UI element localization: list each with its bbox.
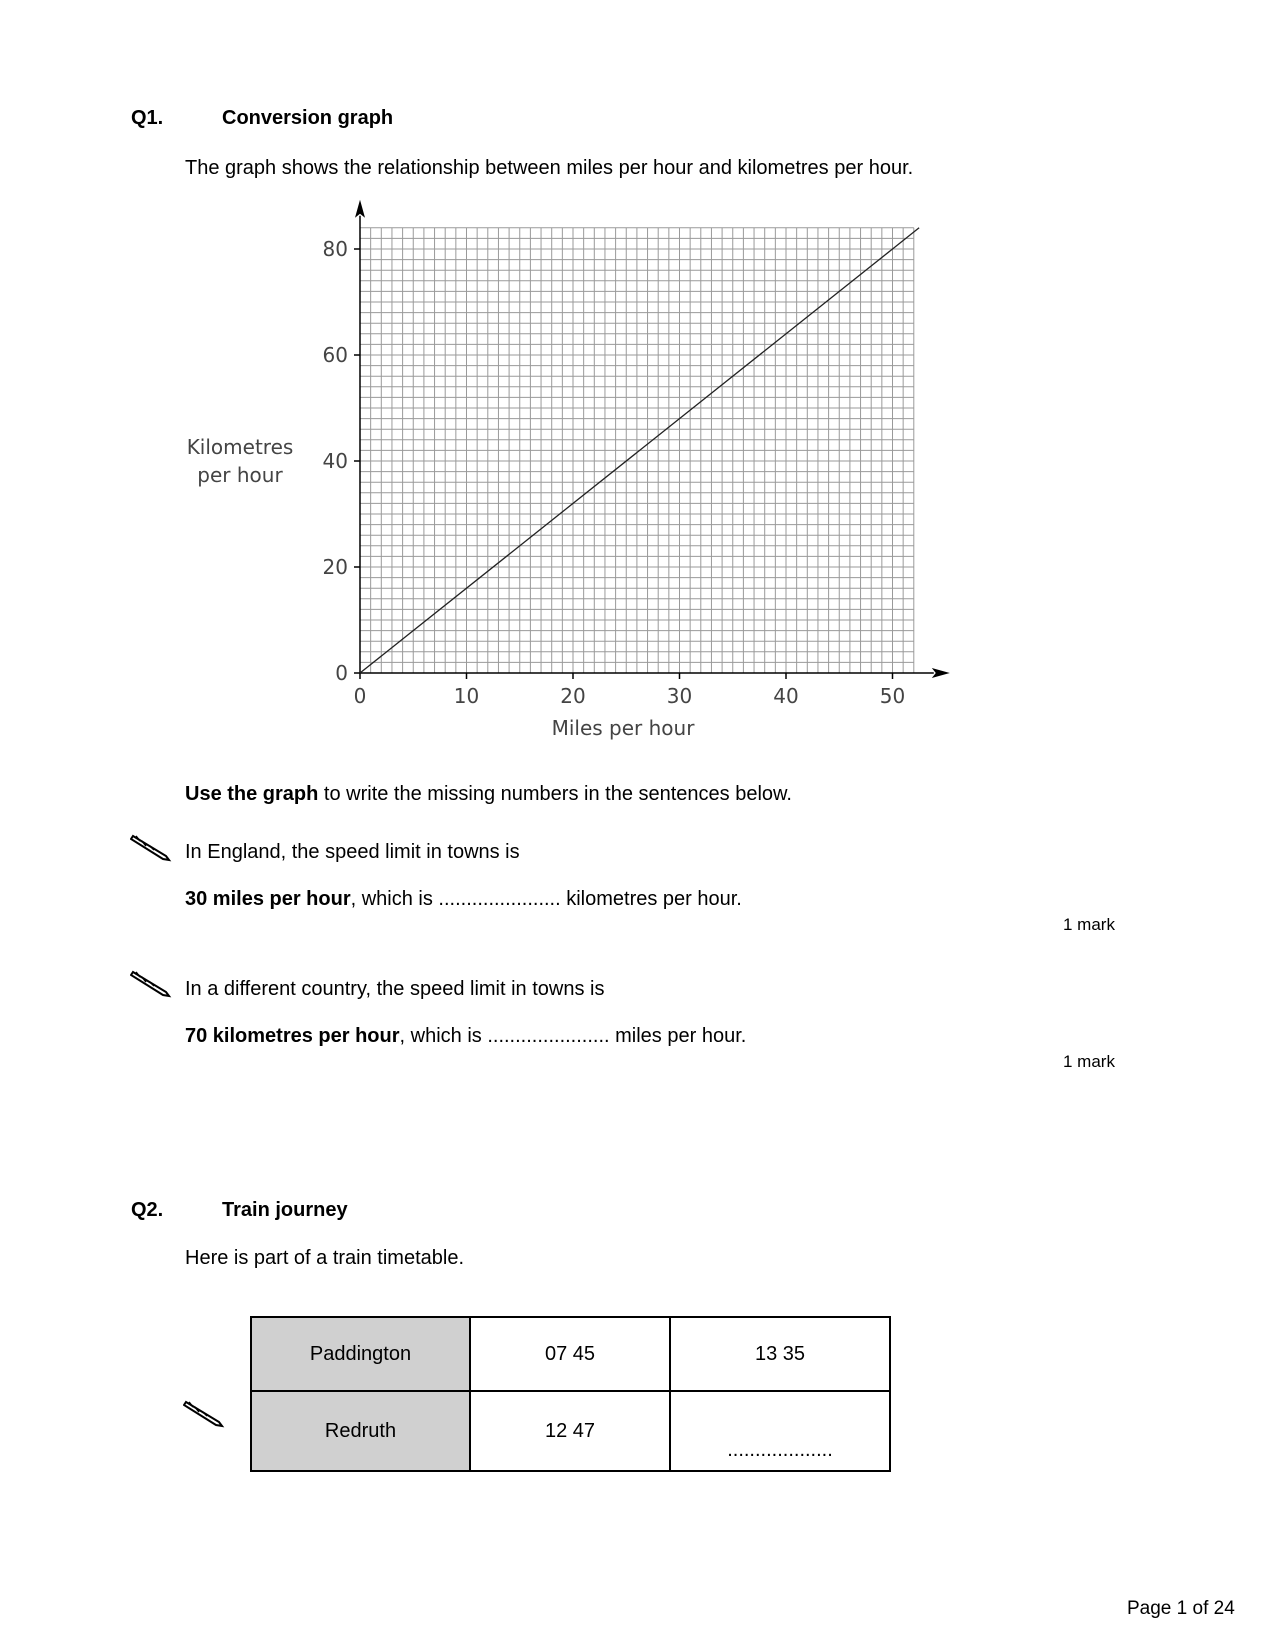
y-axis-arrow	[355, 200, 365, 218]
time-cell: 12 47	[470, 1391, 670, 1471]
x-tick-label: 30	[666, 684, 693, 708]
q1-title: Conversion graph	[222, 107, 394, 129]
pencil-icon	[130, 968, 174, 998]
q1a-bold: 30 miles per hour	[185, 888, 351, 910]
pencil-icon	[183, 1398, 227, 1428]
pencil-icon	[130, 832, 174, 862]
q1-number: Q1.	[131, 107, 164, 129]
x-axis-label: Miles per hour	[551, 716, 695, 740]
y-axis-label-line2: per hour	[197, 463, 283, 487]
q1-intro: The graph shows the relationship between miles per hour and kilometres per hour.	[185, 157, 914, 179]
table-row	[251, 1317, 890, 1391]
y-tick-label: 60	[322, 343, 348, 367]
x-tick-label: 0	[353, 684, 367, 708]
q1b-line1: In a different country, the speed limit in towns is	[185, 978, 605, 1000]
q2-number: Q2.	[131, 1199, 164, 1221]
x-tick-label: 10	[453, 684, 480, 708]
table-row	[251, 1391, 890, 1471]
time-cell: 07 45	[470, 1317, 670, 1391]
x-tick-label: 20	[560, 684, 586, 708]
q2-intro: Here is part of a train timetable.	[185, 1247, 465, 1269]
instruction-bold: Use the graph	[185, 783, 319, 805]
answer-cell[interactable]	[670, 1391, 890, 1471]
q1a-mark: 1 mark	[1063, 915, 1115, 934]
station-cell: Paddington	[251, 1317, 470, 1391]
q1b-line2	[185, 1025, 746, 1048]
train-timetable	[250, 1316, 891, 1472]
conversion-graph	[170, 195, 970, 755]
x-tick-label: 40	[773, 684, 799, 708]
station-cell: Redruth	[251, 1391, 470, 1471]
q1a-line2	[185, 888, 742, 911]
x-tick-label: 50	[879, 684, 906, 708]
x-axis-arrow	[932, 668, 950, 678]
y-tick-label: 0	[335, 661, 348, 685]
q1b-mark: 1 mark	[1063, 1052, 1115, 1071]
y-tick-label: 80	[322, 237, 348, 261]
instruction-rest: to write the missing numbers in the sentences below.	[318, 783, 792, 805]
time-cell: 13 35	[670, 1317, 890, 1391]
q2-title: Train journey	[222, 1199, 348, 1221]
y-tick-label: 20	[322, 555, 348, 579]
y-tick-label: 40	[322, 449, 348, 473]
q1a-line1: In England, the speed limit in towns is	[185, 841, 520, 863]
q1b-rest: , which is ...................... miles per hour.	[399, 1025, 747, 1047]
q1b-bold: 70 kilometres per hour	[185, 1025, 400, 1047]
answer-dots: ...................	[727, 1439, 833, 1461]
page-number: Page 1 of 24	[1127, 1598, 1235, 1619]
y-axis-label-line1: Kilometres	[186, 435, 294, 459]
q1a-rest: , which is ...................... kilometres per hour.	[350, 888, 742, 910]
q1-instruction	[185, 783, 792, 806]
